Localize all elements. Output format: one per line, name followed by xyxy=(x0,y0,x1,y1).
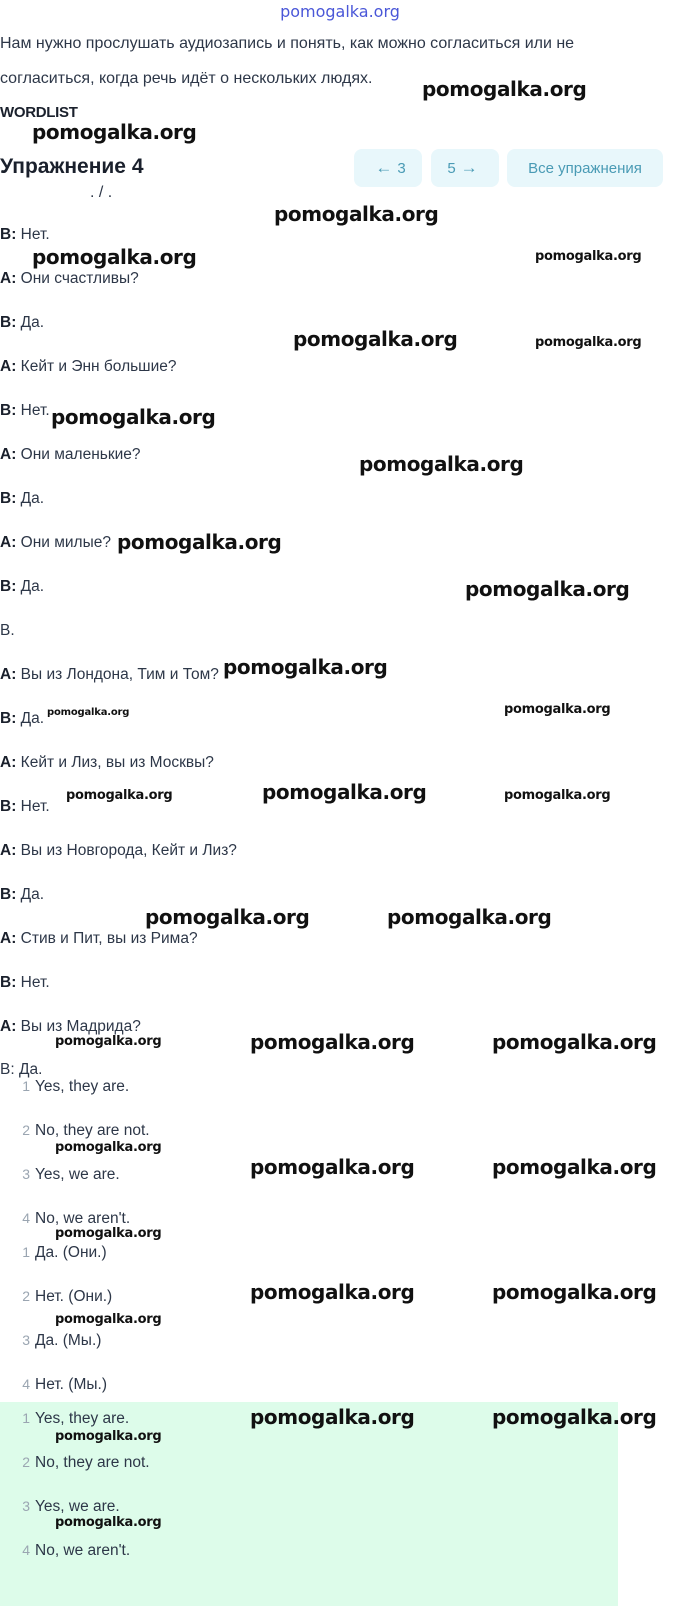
dialogue-line: A: Они счастливы? xyxy=(0,270,139,287)
watermark: pomogalka.org xyxy=(32,245,197,269)
dialogue-line: A: Кейт и Энн большие? xyxy=(0,358,177,375)
watermark: pomogalka.org xyxy=(51,405,216,429)
watermark: pomogalka.org xyxy=(55,1312,162,1327)
watermark: pomogalka.org xyxy=(55,1429,162,1444)
exercise-title: Упражнение 4 xyxy=(0,155,144,178)
answer-item: 4 Нет. (Мы.) xyxy=(22,1376,107,1393)
answer-item: 2 Нет. (Они.) xyxy=(22,1288,113,1305)
site-logo[interactable]: pomogalka.org xyxy=(280,2,400,21)
watermark: pomogalka.org xyxy=(55,1226,162,1241)
watermark: pomogalka.org xyxy=(492,1030,657,1054)
watermark: pomogalka.org xyxy=(55,1034,162,1049)
watermark: pomogalka.org xyxy=(422,77,587,101)
dialogue-line: B: Нет. xyxy=(0,226,50,243)
watermark: pomogalka.org xyxy=(145,905,310,929)
dialogue-line: A: Вы из Мадрида? xyxy=(0,1018,141,1035)
answer-item: 2 No, they are not. xyxy=(22,1122,150,1139)
clipped-line-top: . / . xyxy=(90,184,113,201)
watermark: pomogalka.org xyxy=(465,577,630,601)
watermark: pomogalka.org xyxy=(262,780,427,804)
watermark: pomogalka.org xyxy=(117,530,282,554)
answer-item: 4 No, we aren't. xyxy=(22,1210,131,1227)
prev-exercise-label: 3 xyxy=(397,159,406,177)
section-label: B. xyxy=(0,622,15,639)
answer-item: 1 Yes, they are. xyxy=(22,1078,130,1095)
dialogue-line: A: Кейт и Лиз, вы из Москвы? xyxy=(0,754,214,771)
dialogue-line: A: Стив и Пит, вы из Рима? xyxy=(0,930,198,947)
dialogue-line: A: Они маленькие? xyxy=(0,446,141,463)
watermark: pomogalka.org xyxy=(504,788,611,803)
dialogue-line: A: Вы из Лондона, Тим и Том? xyxy=(0,666,219,683)
watermark: pomogalka.org xyxy=(32,120,197,144)
arrow-right-icon: → xyxy=(460,158,478,177)
answer-item: 3 Да. (Мы.) xyxy=(22,1332,102,1349)
dialogue-line: B: Да. xyxy=(0,886,45,903)
dialogue-line: B: Да. xyxy=(0,490,45,507)
watermark: pomogalka.org xyxy=(223,655,388,679)
dialogue-line: A: Они милые? xyxy=(0,534,111,551)
watermark: pomogalka.org xyxy=(492,1405,657,1429)
answer-item-highlighted: 3 Yes, we are. xyxy=(22,1498,120,1515)
next-exercise-button[interactable] xyxy=(431,149,499,187)
watermark: pomogalka.org xyxy=(387,905,552,929)
answer-item: 1 Да. (Они.) xyxy=(22,1244,107,1261)
prev-exercise-button[interactable] xyxy=(354,149,422,187)
watermark: pomogalka.org xyxy=(47,707,130,718)
watermark: pomogalka.org xyxy=(55,1515,162,1530)
watermark: pomogalka.org xyxy=(535,249,642,264)
watermark: pomogalka.org xyxy=(492,1280,657,1304)
watermark: pomogalka.org xyxy=(250,1405,415,1429)
answer-item-highlighted: 4 No, we aren't. xyxy=(22,1542,131,1559)
dialogue-line: B: Нет. xyxy=(0,974,50,991)
intro-text: Нам нужно прослушать аудиозапись и понять, как можно согласиться или не согласиться, когда речь идёт о нескольких людях. xyxy=(0,35,575,87)
watermark: pomogalka.org xyxy=(250,1280,415,1304)
watermark: pomogalka.org xyxy=(55,1140,162,1155)
answer-item: 3 Yes, we are. xyxy=(22,1166,120,1183)
watermark: pomogalka.org xyxy=(504,702,611,717)
dialogue-line: A: Вы из Новгорода, Кейт и Лиз? xyxy=(0,842,237,859)
arrow-left-icon: ← xyxy=(375,158,393,177)
dialogue-line: B: Да. xyxy=(0,314,45,331)
all-exercises-label: Все упражнения xyxy=(528,159,642,177)
watermark: pomogalka.org xyxy=(359,452,524,476)
dialogue-line: B: Нет. xyxy=(0,798,50,815)
watermark: pomogalka.org xyxy=(66,788,173,803)
dialogue-line: B: Да. xyxy=(0,710,45,727)
watermark: pomogalka.org xyxy=(250,1155,415,1179)
watermark: pomogalka.org xyxy=(535,335,642,350)
watermark: pomogalka.org xyxy=(293,327,458,351)
clipped-line-bottom: B: Да. xyxy=(0,1061,43,1078)
next-exercise-label: 5 xyxy=(447,159,456,177)
watermark: pomogalka.org xyxy=(250,1030,415,1054)
dialogue-line: B: Нет. xyxy=(0,402,50,419)
watermark: pomogalka.org xyxy=(274,202,439,226)
wordlist-label[interactable]: WORDLIST xyxy=(0,104,78,121)
dialogue-line: B: Да. xyxy=(0,578,45,595)
answer-item-highlighted: 2 No, they are not. xyxy=(22,1454,150,1471)
all-exercises-button[interactable] xyxy=(507,149,663,187)
watermark: pomogalka.org xyxy=(492,1155,657,1179)
answer-item-highlighted: 1 Yes, they are. xyxy=(22,1410,130,1427)
